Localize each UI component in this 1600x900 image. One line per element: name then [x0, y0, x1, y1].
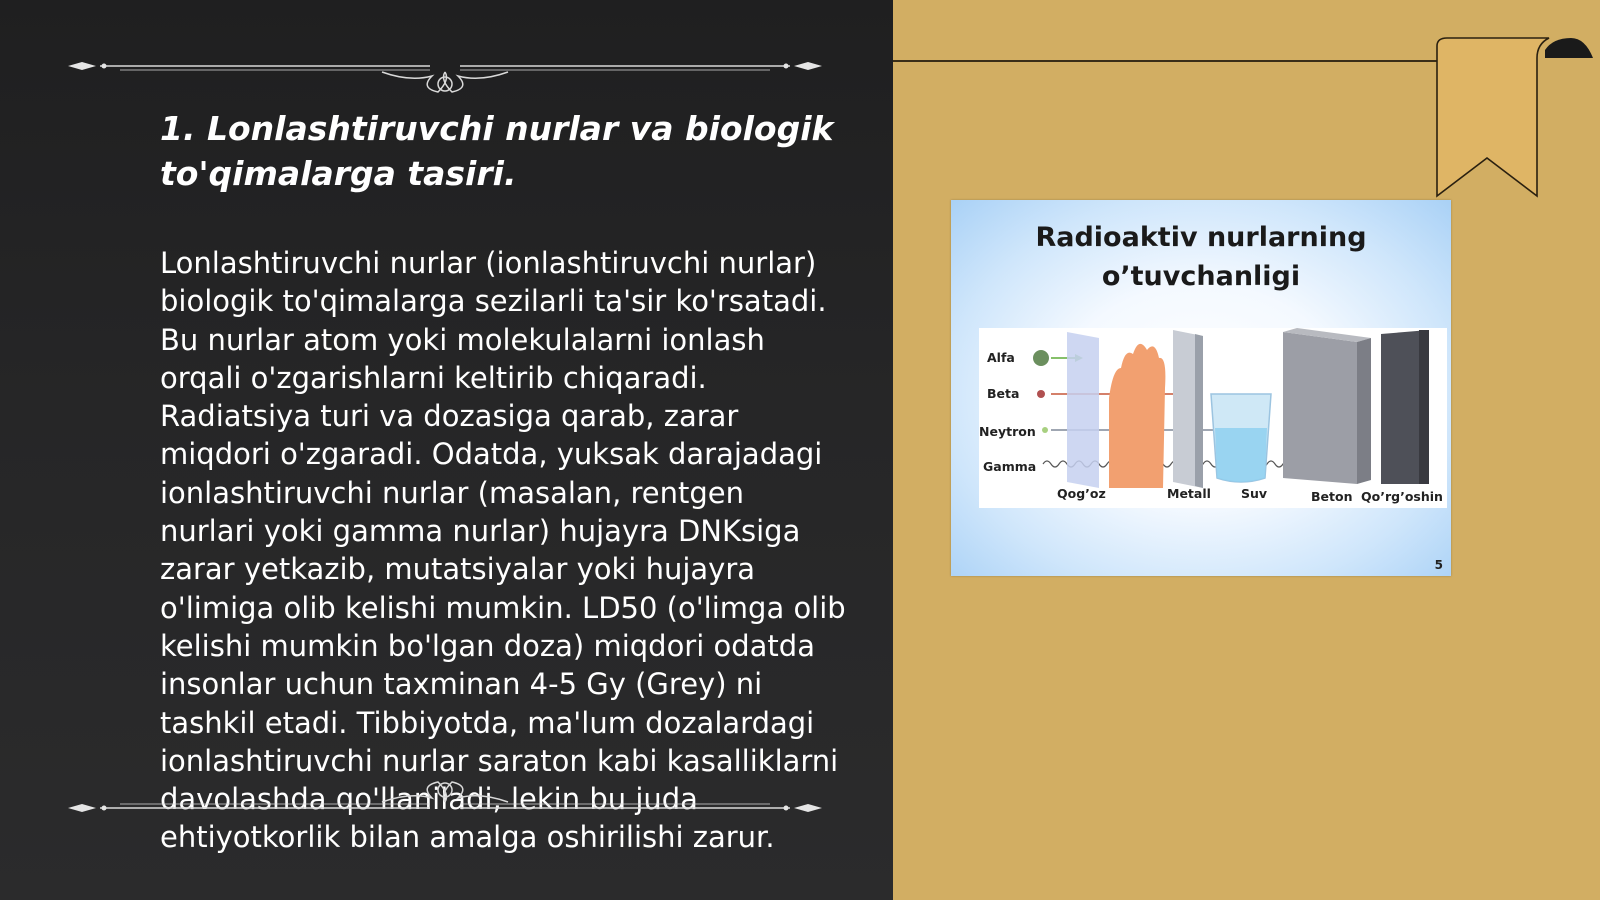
radiation-label-alfa: Alfa — [987, 350, 1015, 365]
material-label-paper: Qog’oz — [1057, 486, 1106, 501]
concrete-block — [1283, 332, 1357, 484]
figure-illustration — [979, 328, 1447, 508]
right-panel — [893, 0, 1600, 900]
neytron-particle — [1042, 427, 1048, 433]
paper-sheet — [1067, 332, 1099, 488]
bottom-ornament — [60, 778, 830, 838]
radiation-penetration-figure — [951, 200, 1451, 576]
radiation-label-neytron: Neytron — [979, 424, 1036, 439]
divider-line — [893, 60, 1453, 62]
figure-page-number: 5 — [1434, 558, 1443, 572]
material-label-water: Suv — [1241, 486, 1268, 501]
material-label-metal: Metall — [1167, 486, 1211, 501]
radiation-label-beta: Beta — [987, 386, 1020, 401]
radiation-label-gamma: Gamma — [983, 459, 1037, 474]
slide-body-text: Lonlashtiruvchi nurlar (ionlashtiruvchi nurlar) biologik to'qimalarga sezilarli ta'sir ko'rsatadi. Bu nurlar atom yoki molekulalarni ionlash orqali o'zgarishlarni keltirib chiqaradi. Radiatsiya turi va dozasiga qarab, zarar miqdori o'zgaradi. Odatda, yuksak darajadagi ionlashtiruvchi nurlar (masalan, rentgen nurlari yoki gamma nurlar) hujayra DNKsiga zarar yetkazib, mutatsiyalar yoki hujayra o'limiga olib kelishi mumkin. LD50 (o'limga olib kelishi mumkin bo'lgan doza) miqdori odatda insonlar uchun taxminan 4-5 Gy (Grey) ni tashkil etadi. Tibbiyotda, ma'lum dozalardagi ionlashtiruvchi nurlar saraton kabi kasalliklarni davolashda qo'llaniladi, lekin bu juda ehtiyotkorlik bilan amalga oshirilishi zarur. — [160, 246, 846, 855]
material-label-concrete: Beton — [1311, 489, 1353, 504]
beta-particle — [1037, 390, 1045, 398]
hand-shape — [1109, 344, 1165, 488]
slide-title: 1. Lonlashtiruvchi nurlar va biologik to'qimalarga tasiri. — [160, 109, 834, 193]
top-ornament — [60, 36, 830, 96]
penetration-illustration — [979, 328, 1447, 508]
figure-title: Radioaktiv nurlarning o’tuvchanligi — [1035, 222, 1367, 292]
bookmark-ribbon — [1433, 36, 1593, 200]
material-label-lead: Qo’rg’oshin — [1361, 489, 1443, 504]
alfa-particle — [1033, 350, 1049, 366]
